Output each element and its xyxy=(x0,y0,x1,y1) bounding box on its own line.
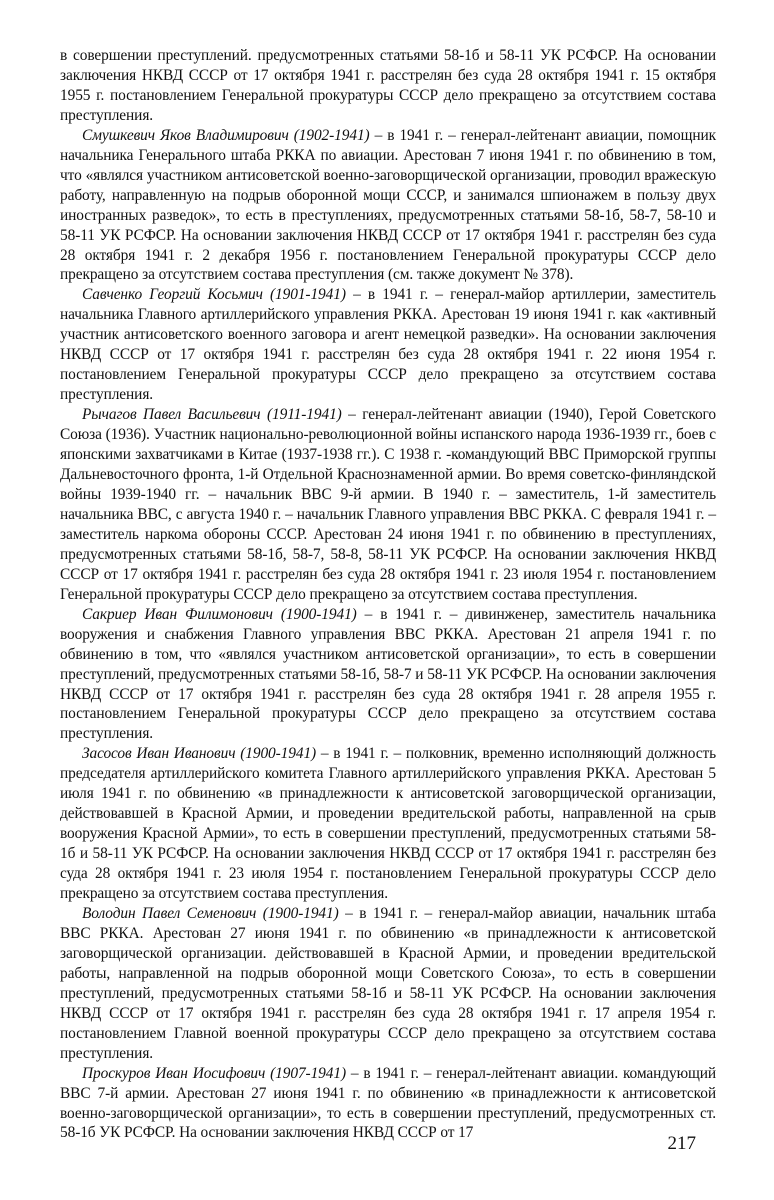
entry-text: – в 1941 г. – дивинженер, заместитель начальника вооружения и снабжения Главного управления ВВС РККА. Арестован 21 апреля 1941 г. по обвинению в том, что «являлся участником антисоветской организации», то есть в совершении преступлений, предусмотренных статьями 58-1б, 58-7 и 58-11 УК РСФСР. На основании заключения НКВД СССР от 17 октября 1941 г. расстрелян без суда 28 октября 1941 г. 28 апреля 1955 г. постановлением Генеральной прокуратуры СССР дело прекращено за отсутствием состава преступления. xyxy=(60,605,716,743)
entry-name: Рычагов Павел Васильевич (1911-1941) xyxy=(82,406,342,424)
entry-text: – в 1941 г. – генерал-лейтенант авиации, помощник начальника Генерального штаба РККА по авиации. Арестован 7 июня 1941 г. по обвинению в том, что «являлся участником антисоветской военно-заговорщической организации, проводил вражескую работу, направленную на подрыв оборонной мощи СССР, и занимался шпионажем в пользу двух иностранных разведок», то есть в преступлениях, предусмотренных статьями 58-1б, 58-7, 58-10 и 58-11 УК РСФСР. На основании заключения НКВД СССР от 17 октября 1941 г. расстрелян без суда 28 октября 1941 г. 2 декабря 1956 г. постановлением Генеральной прокуратуры СССР дело прекращено за отсутствием состава преступления (см. также документ № 378). xyxy=(60,126,716,284)
entry-savchenko xyxy=(60,285,716,405)
entry-smushkevich xyxy=(60,126,716,286)
paragraph-text: в совершении преступлений. предусмотренных статьями 58-1б и 58-11 УК РСФСР. На основании заключения НКВД СССР от 17 октября 1941 г. расстрелян без суда 28 октября 1941 г. 15 октября 1955 г. постановлением Генеральной прокуратуры СССР дело прекращено за отсутствием состава преступления. xyxy=(60,47,716,124)
entry-text: – в 1941 г. – генерал-лейтенант авиации. командующий ВВС 7-й армии. Арестован 27 июня 1941 г. по обвинению «в принадлежности к антисоветской военно-заговорщической организации», то есть в совершении преступлений, предусмотренных ст. 58-1б УК РСФСР. На основании заключения НКВД СССР от 17 xyxy=(60,1064,716,1142)
entry-proskurov xyxy=(60,1064,716,1144)
entry-text: – в 1941 г. – генерал-майор авиации, начальник штаба ВВС РККА. Арестован 27 июня 1941 г. по обвинению «в принадлежности к антисоветской заговорщической организации. действовавшей в Красной Армии, и проведении вредительской работы, направленной на подрыв оборонной мощи Советского Союза», то есть в совершении преступлений, предусмотренных статьями 58-1б и 58-11 УК РСФСР. На основании заключения НКВД СССР от 17 октября 1941 г. расстрелян без суда 28 октября 1941 г. 17 апреля 1954 г. постановлением Главной военной прокуратуры СССР дело прекращено за отсутствием состава преступления. xyxy=(60,904,716,1062)
entry-name: Засосов Иван Иванович (1900-1941) xyxy=(82,745,317,763)
page-number: 217 xyxy=(667,1133,696,1154)
entry-text: – в 1941 г. – полковник, временно исполняющий должность председателя артиллерийского комитета Главного артиллерийского управления РККА. Арестован 5 июля 1941 г. по обвинению «в принадлежности к антисоветской заговорщической организации, действовавшей в Красной Армии, и проведении вредительской работы, направленной на срыв вооружения Красной Армии», то есть в совершении преступлений, предусмотренных статьями 58-1б и 58-11 УК РСФСР. На основании заключения НКВД СССР от 17 октября 1941 г. расстрелян без суда 28 октября 1941 г. 23 июля 1954 г. постановлением Генеральной прокуратуры СССР дело прекращено за отсутствием состава преступления. xyxy=(60,745,717,903)
entry-sakrier xyxy=(60,605,716,745)
entry-text: – в 1941 г. – генерал-майор артиллерии, заместитель начальника Главного артиллерийского управления РККА. Арестован 19 июня 1941 г. как «активный участник антисоветского военного заговора и агент немецкой разведки». На основании заключения НКВД СССР от 17 октября 1941 г. расстрелян без суда 28 октября 1941 г. 22 июня 1954 г. постановлением Генеральной прокуратуры СССР дело прекращено за отсутствием состава преступления. xyxy=(60,286,716,404)
entry-rychagov xyxy=(60,405,716,605)
entry-volodin xyxy=(60,904,716,1064)
paragraph-continuation xyxy=(60,46,716,126)
entry-zasosov xyxy=(60,744,716,904)
entry-name: Володин Павел Семенович (1900-1941) xyxy=(82,904,339,922)
entry-text: – генерал-лейтенант авиации (1940), Герой Советского Союза (1936). Участник национально-революционной войны испанского народа 1936-1939 гг., боев с японскими захватчиками в Китае (1937-1938 гг.). С 1938 г. -командующий ВВС Приморской группы Дальневосточного фронта, 1-й Отдельной Краснознаменной армии. Во время советско-финляндской войны 1939-1940 гг. – начальник ВВС 9-й армии. В 1940 г. – заместитель, 1-й заместитель начальника ВВС, с августа 1940 г. – начальник Главного управления ВВС РККА. С февраля 1941 г. – заместитель наркома обороны СССР. Арестован 24 июня 1941 г. по обвинению в преступлениях, предусмотренных статьями 58-1б, 58-7, 58-8, 58-11 УК РСФСР. На основании заключения НКВД СССР от 17 октября 1941 г. расстрелян без суда 28 октября 1941 г. 23 июля 1954 г. постановлением Генеральной прокуратуры СССР дело прекращено за отсутствием состава преступления. xyxy=(60,406,716,603)
entry-name: Сакриер Иван Филимонович (1900-1941) xyxy=(82,605,357,623)
document-page xyxy=(60,46,716,1143)
entry-name: Савченко Георгий Косьмич (1901-1941) xyxy=(82,286,346,304)
entry-name: Проскуров Иван Иосифович (1907-1941) xyxy=(82,1064,346,1082)
entry-name: Смушкевич Яков Владимирович (1902-1941) xyxy=(82,126,370,144)
